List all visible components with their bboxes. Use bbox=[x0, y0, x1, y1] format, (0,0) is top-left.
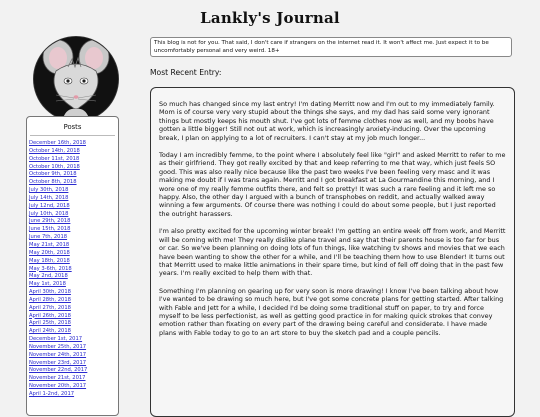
disclaimer-notice: This blog is not for you. That said, I don't care if strangers on the internet read it. It won't affect me. Just expect it to be uncomfortably personal and very weird. 18+ bbox=[150, 37, 512, 57]
post-link[interactable]: October 10th, 2018 bbox=[29, 163, 80, 170]
post-link[interactable]: November 24th, 2017 bbox=[29, 351, 87, 358]
entry-paragraph: So much has changed since my last entry! I'm dating Merritt now and I'm out to my immediately family. Mom is of course very very stupid about the things she says, and my dad has said some very ignorant things but mostly keeps his mouth shut. I've got lots of femme clothes now as well, and my boobs have gotten a little bigger! Still not out at work, which is increasingly anxiety-inducing. Over the upcoming break, I plan on applying to a lot of recruiters. I can't stay at my job much longer... bbox=[159, 100, 495, 142]
post-link[interactable]: July 10th, 2018 bbox=[29, 210, 69, 217]
post-link[interactable]: December 1st, 2017 bbox=[29, 336, 83, 343]
post-link[interactable]: November 22nd, 2017 bbox=[29, 367, 88, 374]
post-link[interactable]: July 30th, 2018 bbox=[29, 187, 69, 194]
post-link[interactable]: November 21st, 2017 bbox=[29, 375, 86, 382]
post-link[interactable]: May 21st, 2018 bbox=[29, 241, 70, 248]
post-link[interactable]: April 1-2nd, 2017 bbox=[29, 391, 75, 397]
avatar bbox=[33, 36, 119, 122]
post-link[interactable]: April 28th, 2018 bbox=[29, 296, 71, 303]
post-link[interactable]: May 3-6th, 2018 bbox=[29, 265, 72, 272]
page-title: Lankly's Journal bbox=[200, 9, 340, 27]
post-link[interactable]: May 2nd, 2018 bbox=[29, 273, 68, 280]
post-link[interactable]: November 23rd, 2017 bbox=[29, 359, 87, 366]
post-link[interactable]: April 26th, 2018 bbox=[29, 312, 71, 319]
post-link[interactable]: June 15th, 2018 bbox=[29, 226, 71, 233]
entry-paragraph: I'm also pretty excited for the upcoming winter break! I'm getting an entire week off from work, and Merritt will be coming with me! They really dislike plane travel and say that their parents house is too far for bus or car. So we've been planning on doing lots of fun things, like watching tv shows and movies that we each have been wanting to show the other for a while, and I'll be teaching them how to use Blender! It turns out that Merritt used to make little animations in their spare time, but kind of fell off doing that in the past few years. I'm really excited to help them with that. bbox=[159, 227, 506, 278]
post-link[interactable]: October 8th, 2018 bbox=[29, 179, 77, 186]
post-link[interactable]: December 16th, 2018 bbox=[29, 140, 86, 146]
posts-list bbox=[29, 140, 118, 399]
post-link[interactable]: June 29th, 2018 bbox=[29, 218, 71, 225]
post-link[interactable]: April 27th, 2018 bbox=[29, 304, 71, 311]
post-link[interactable]: May 20th, 2018 bbox=[29, 249, 70, 256]
post-link[interactable]: April 25th, 2018 bbox=[29, 320, 71, 327]
post-link[interactable]: May 18th, 2018 bbox=[29, 257, 70, 264]
post-link[interactable]: July 14th, 2018 bbox=[29, 194, 69, 201]
mouse-portrait-icon bbox=[34, 37, 118, 121]
post-link[interactable]: May 1st, 2018 bbox=[29, 281, 66, 288]
post-link[interactable]: October 11st, 2018 bbox=[29, 155, 80, 162]
entry-heading: Most Recent Entry: bbox=[150, 68, 222, 77]
post-link[interactable]: November 25th, 2017 bbox=[29, 343, 87, 350]
posts-title: Posts bbox=[30, 123, 115, 136]
post-link[interactable]: July 12nd, 2018 bbox=[29, 202, 70, 209]
entry-paragraph: Something I'm planning on gearing up for very soon is more drawing! I know I've been talking about how I've wanted to be drawing so much here, but I've got some concrete plans for getting started. After talking with Fable and Jett for a while, I decided I'd be doing some traditional stuff on paper, to try and force myself to be less perfectionist, as well as getting good practice in for making quick strokes that convey emotion rather than fixating on every part of the drawing being careful and considerate. I have made plans with Fable today to go to an art store to buy the sketch pad and a couple pencils. bbox=[159, 286, 504, 337]
posts-sidebar bbox=[26, 116, 119, 416]
post-link[interactable]: April 30th, 2018 bbox=[29, 289, 71, 296]
entry-paragraph: Today I am incredibly femme, to the point where I absolutely feel like "girl" and asked Merritt to refer to me as their girlfriend. They got really excited by that and keep referring to me that way, which just feels SO good. This was also really nice because like the past two weeks I've been feeling very masc and it was making me doubt if I was trans again. Merritt and I got breakfast at La Gourmandine this morning, and I wore one of my really femme outfits there, and felt so pretty! It was such a rare feeling and it left me so happy. Also, the other day I argued with a bunch of transphobes on reddit, and actually walked away winning a few arguments. Of course there was nothing I could do about some people, but I just reported the outright harassers. bbox=[159, 151, 506, 218]
post-link[interactable]: October 14th, 2018 bbox=[29, 147, 80, 154]
post-link[interactable]: April 24th, 2018 bbox=[29, 328, 71, 335]
post-link[interactable]: June 7th, 2018 bbox=[29, 234, 68, 241]
post-link[interactable]: November 20th, 2017 bbox=[29, 383, 87, 390]
post-link[interactable]: October 9th, 2018 bbox=[29, 171, 77, 178]
journal-entry bbox=[150, 87, 515, 417]
